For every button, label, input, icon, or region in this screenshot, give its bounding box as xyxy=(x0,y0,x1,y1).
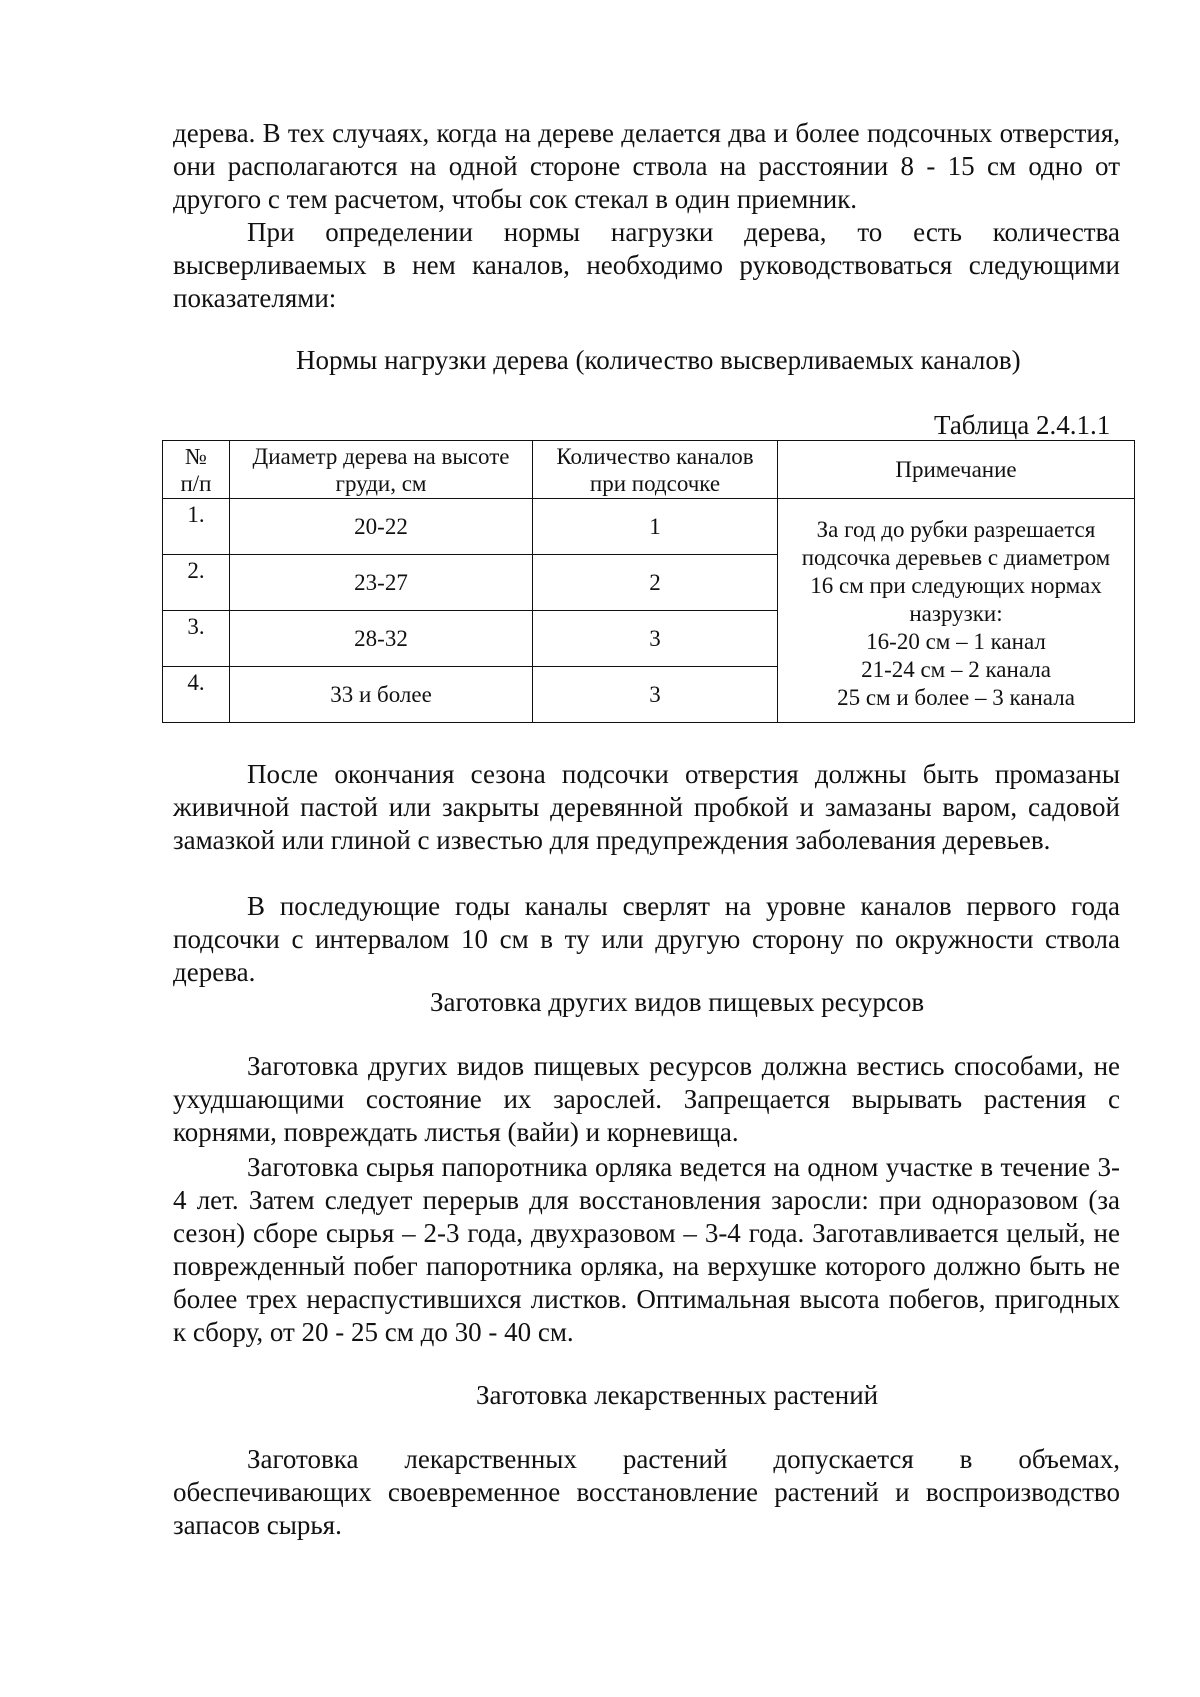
load-norms-table xyxy=(162,440,1135,723)
note-line: 21-24 см – 2 канала xyxy=(861,656,1051,682)
table-title: Нормы нагрузки дерева (количество высверливаемых каналов) xyxy=(296,345,1021,375)
note-line: 16 см при следующих нормах xyxy=(810,572,1102,598)
table-label: Таблица 2.4.1.1 xyxy=(934,410,1111,440)
note-cell xyxy=(778,499,1135,723)
paragraph-bracken: Заготовка сырья папоротника орляка ведется на одном участке в течение 3-4 лет. Затем следует перерыв для восстановления заросли: при одноразовом (за сезон) сборе сырья – 2-3 года, двухразовом – 3-4 года. Заготавливается целый, не поврежденный побег папоротника орляка, на верхушке которого должно быть не более трех нераспустившихся листков. Оптимальная высота побегов, пригодных к сбору, от 20 - 25 см до 30 - 40 см. xyxy=(173,1152,1120,1347)
row-diameter: 20-22 xyxy=(230,499,533,555)
header-note: Примечание xyxy=(778,441,1135,499)
note-line: 16-20 см – 1 канал xyxy=(866,628,1046,654)
row-channels: 3 xyxy=(533,667,778,723)
paragraph-food-resources: Заготовка других видов пищевых ресурсов должна вестись способами, не ухудшающими состояние их зарослей. Запрещается вырывать растения с корнями, повреждать листья (вайи) и корневища. xyxy=(173,1051,1120,1147)
note-line: назрузки: xyxy=(909,600,1003,626)
note-line: 25 см и более – 3 канала xyxy=(837,684,1075,710)
note-line: За год до рубки разрешается xyxy=(816,516,1096,542)
paragraph-load-norms-intro: При определении нормы нагрузки дерева, то есть количества высверливаемых в нем каналов, необходимо руководствоваться следующими показателями: xyxy=(173,217,1120,313)
heading-medicinal-plants: Заготовка лекарственных растений xyxy=(476,1380,879,1410)
paragraph-medicinal-plants: Заготовка лекарственных растений допускается в объемах, обеспечивающих своевременное восстановление растений и воспроизводство запасов сырья. xyxy=(173,1444,1120,1540)
paragraph-following-years: В последующие годы каналы сверлят на уровне каналов первого года подсочки с интервалом 10 см в ту или другую сторону по окружности ствола дерева. xyxy=(173,891,1120,987)
paragraph-tapping-holes: дерева. В тех случаях, когда на дереве делается два и более подсочных отверстия, они располагаются на одной стороне ствола на расстоянии 8 - 15 см одно от другого с тем расчетом, чтобы сок стекал в один приемник. xyxy=(173,118,1120,214)
row-number: 3. xyxy=(163,611,230,667)
row-diameter: 23-27 xyxy=(230,555,533,611)
paragraph-after-season: После окончания сезона подсочки отверстия должны быть промазаны живичной пастой или закрыты деревянной пробкой и замазаны варом, садовой замазкой или глиной с известью для предупреждения заболевания деревьев. xyxy=(173,759,1120,855)
note-line: подсочка деревьев с диаметром xyxy=(801,544,1111,570)
row-diameter: 28-32 xyxy=(230,611,533,667)
header-channels: Количество каналов при подсочке xyxy=(533,441,778,499)
table-row xyxy=(163,499,1135,555)
row-channels: 3 xyxy=(533,611,778,667)
row-channels: 2 xyxy=(533,555,778,611)
header-number: № п/п xyxy=(163,441,230,499)
row-number: 1. xyxy=(163,499,230,555)
heading-food-resources: Заготовка других видов пищевых ресурсов xyxy=(430,987,925,1017)
header-diameter: Диаметр дерева на высоте груди, см xyxy=(230,441,533,499)
row-number: 2. xyxy=(163,555,230,611)
table-header-row xyxy=(163,441,1135,499)
row-channels: 1 xyxy=(533,499,778,555)
row-number: 4. xyxy=(163,667,230,723)
row-diameter: 33 и более xyxy=(230,667,533,723)
